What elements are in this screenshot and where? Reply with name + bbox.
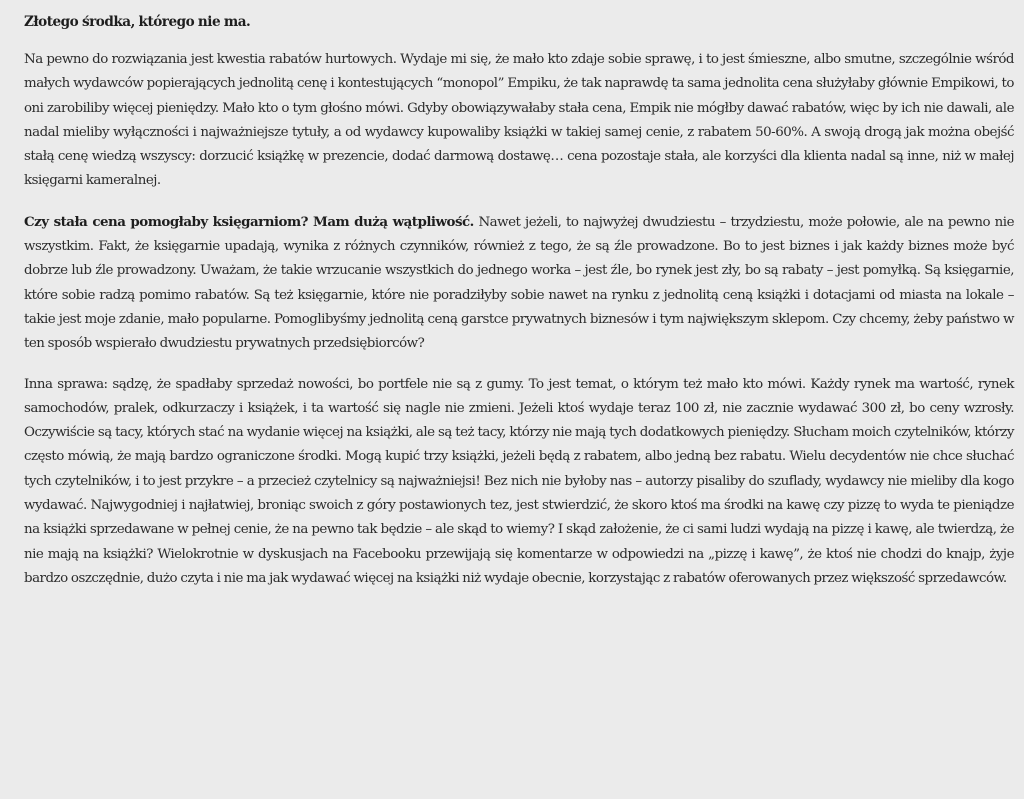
paragraph-2-lead: Czy stała cena pomogłaby księgarniom? Mam dużą wątpliwość.	[24, 213, 474, 230]
article-paragraph-3	[24, 373, 1014, 592]
paragraph-3-text: Inna sprawa: sądzę, że spadłaby sprzedaż nowości, bo portfele nie są z gumy. To jest temat, o którym też mało kto mówi. Każdy rynek ma wartość, rynek samochodów, pralek, odkurzaczy i książek, i ta wartość się nagle nie zmieni. Jeżeli ktoś wydaje teraz 100 zł, nie zacznie wydawać 300 zł, bo ceny wzrosły. Oczywiście są tacy, których stać na wydanie więcej na książki, ale są też tacy, którzy nie mają tych dodatkowych pieniędzy. Słucham moich czytelników, którzy często mówią, że mają bardzo ograniczone środki. Mogą kupić trzy książki, jeżeli będą z rabatem, albo jedną bez rabatu. Wielu decydentów nie chce słuchać tych czytelników, i to jest przykre – a przecież czytelnicy są najważniejsi! Bez nich nie byłoby nas – autorzy pisaliby do szuflady, wydawcy nie mieliby dla kogo wydawać. Najwygodniej i najłatwiej, broniąc swoich z góry postawionych tez, jest stwierdzić, że skoro ktoś ma środki na kawę czy pizzę to wyda te pieniądze na książki sprzedawane w pełnej cenie, że na pewno tak będzie – ale skąd to wiemy? I skąd założenie, że ci sami ludzi wydają na pizzę i kawę, ale twierdzą, że nie mają na książki? Wielokrotnie w dyskusjach na Facebooku przewijają się komentarze w odpowiedzi na „pizzę i kawę”, że ktoś nie chodzi do knajp, żyje bardzo oszczędnie, dużo czyta i nie ma jak wydawać więcej na książki niż wydaje obecnie, korzystając z rabatów oferowanych przez większość sprzedawców.	[24, 376, 1014, 586]
article-paragraph-1	[24, 48, 1014, 194]
paragraph-2-text: Nawet jeżeli, to najwyżej dwudziestu – trzydziestu, może połowie, ale na pewno nie wszystkim. Fakt, że księgarnie upadają, wynika z różnych czynników, również z tego, że są źle prowadzone. Bo to jest biznes i jak każdy biznes może być dobrze lub źle prowadzony. Uważam, że takie wrzucanie wszystkich do jednego worka – jest źle, bo rynek jest zły, bo są rabaty – jest pomyłką. Są księgarnie, które sobie radzą pomimo rabatów. Są też księgarnie, które nie poradziłyby sobie nawet na rynku z jednolitą ceną książki i dotacjami od miasta na lokale – takie jest moje zdanie, mało popularne. Pomoglibyśmy jednolitą ceną garstce prywatnych biznesów i tym największym sklepom. Czy chcemy, żeby państwo w ten sposób wspierało dwudziestu prywatnych przedsiębiorców?	[24, 214, 1015, 352]
paragraph-1-text: Na pewno do rozwiązania jest kwestia rabatów hurtowych. Wydaje mi się, że mało kto zdaje sobie sprawę, i to jest śmieszne, albo smutne, szczególnie wśród małych wydawców popierających jednolitą cenę i kontestujących “monopol” Empiku, że tak naprawdę ta sama jednolita cena służyłaby głównie Empikowi, to oni zarobiliby więcej pieniędzy. Mało kto o tym głośno mówi. Gdyby obowiązywałaby stała cena, Empik nie mógłby dawać rabatów, więc by ich nie dawali, ale nadal mieliby wyłączności i najważniejsze tytuły, a od wydawcy kupowaliby książki w takiej samej cenie, z rabatem 50-60%. A swoją drogą jak można obejść stałą cenę wiedzą wszyscy: dorzucić książkę w prezencie, dodać darmową dostawę… cena pozostaje stała, ale korzyści dla klienta nadal są inne, niż w małej księgarni kameralnej.	[24, 52, 1014, 189]
article-heading: Złotego środka, którego nie ma.	[24, 14, 251, 30]
article-paragraph-2	[24, 210, 1014, 357]
